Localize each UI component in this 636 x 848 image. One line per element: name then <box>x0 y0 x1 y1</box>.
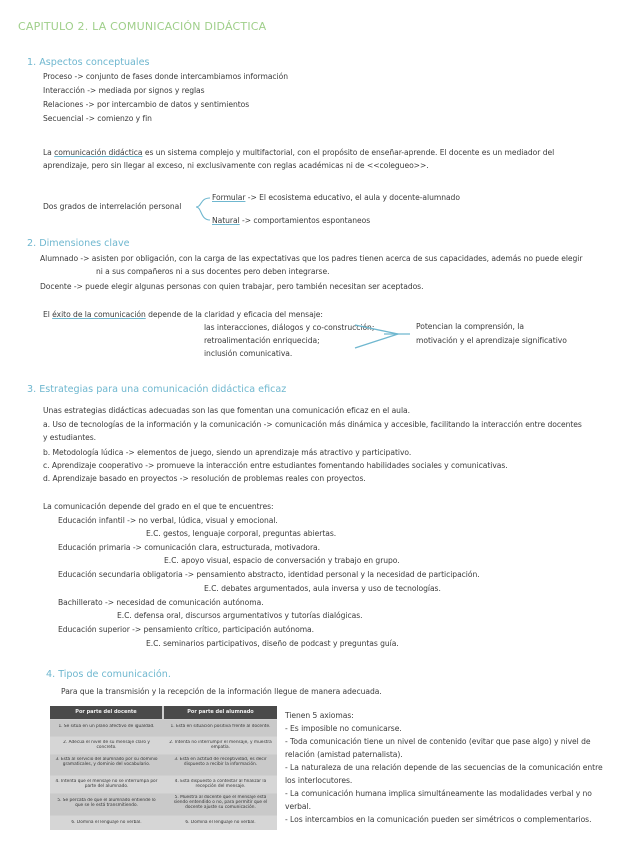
text-fragment: depende de la claridad y eficacia del mensaje: <box>145 310 323 319</box>
axioma-line: - La naturaleza de una relación depende de las secuencias de la comunicación entre <box>285 763 603 772</box>
s3-item-b: b. Metodología lúdica -> elementos de juego, siendo un aprendizaje más atractivo y participativo. <box>43 448 412 457</box>
table-cell: 6. Domina el lenguaje no verbal. <box>71 820 142 825</box>
section-3-heading: 3. Estrategias para una comunicación didáctica eficaz <box>27 384 287 395</box>
grado-infantil: Educación infantil -> no verbal, lúdica, visual y emocional. <box>58 516 278 525</box>
table-cell: 5. Se percata de que el alumnado entiende lo que se le está transmitiendo. <box>57 798 156 808</box>
table-cell: 6. Domina el lenguaje no verbal. <box>185 820 256 825</box>
axioma-line: los interlocutores. <box>285 776 353 785</box>
grado-primaria-ec: E.C. apoyo visual, espacio de conversación y trabajo en grupo. <box>164 556 400 565</box>
grado-bachillerato-ec: E.C. defensa oral, discursos argumentativos y tutorías dialógicas. <box>117 611 363 620</box>
section-4-heading: 4. Tipos de comunicación. <box>46 669 171 680</box>
table-cell: 4. Intenta que el mensaje no se interrumpa por parte del alumnado. <box>55 779 158 789</box>
s1-line: Secuencial -> comienzo y fin <box>43 114 152 123</box>
s3-item-c: c. Aprendizaje cooperativo -> promueve la interacción entre estudiantes fomentando habilidades sociales y comunicativas. <box>43 461 508 470</box>
axioma-line: verbal. <box>285 802 311 811</box>
grado-primaria: Educación primaria -> comunicación clara, estructurada, motivadora. <box>58 543 320 552</box>
grados-label: Dos grados de interrelación personal <box>43 202 182 211</box>
axioma-line: - La comunicación humana implica simultáneamente las modalidades verbal y no <box>285 789 592 798</box>
page-title: CAPITULO 2. LA COMUNICACIÓN DIDÁCTICA <box>18 20 267 33</box>
arrow-right <box>355 325 398 348</box>
table-cell: 4. Está dispuesto a contestar al finalizar la recepción del mensaje. <box>174 779 267 789</box>
s3-item-a-cont: y estudiantes. <box>43 433 97 442</box>
brace-curly <box>196 198 210 220</box>
axioma-line: - Los intercambios en la comunicación pueden ser simétricos o complementarios. <box>285 815 592 824</box>
exito-item: inclusión comunicativa. <box>204 349 293 358</box>
s1-line: Interacción -> mediada por signos y reglas <box>43 86 205 95</box>
s3-item-a: a. Uso de tecnologías de la información y la comunicación -> comunicación más dinámica y accesible, facilitando la interacción entre docentes <box>43 420 582 429</box>
underlined-term: comunicación didáctica <box>54 148 143 157</box>
s3-item-d: d. Aprendizaje basado en proyectos -> resolución de problemas reales con proyectos. <box>43 474 366 483</box>
exito-result-line1: Potencian la comprensión, la <box>416 322 524 331</box>
axioma-line: relación (amistad paternalista). <box>285 750 403 759</box>
underlined-term: éxito de la comunicación <box>52 310 146 319</box>
table-cell: 3. Está en actitud de receptividad, es decir dispuesto a recibir la información. <box>174 757 267 767</box>
s1-line: Relaciones -> por intercambio de datos y sentimientos <box>43 100 250 109</box>
s1-line: Proceso -> conjunto de fases donde intercambiamos información <box>43 72 288 81</box>
grado-superior-ec: E.C. seminarios participativos, diseño de podcast y preguntas guía. <box>146 639 399 648</box>
docente-line: Docente -> puede elegir algunas personas con quien trabajar, pero también necesitan ser aceptados. <box>40 282 424 291</box>
exito-result-line2: motivación y el aprendizaje significativo <box>416 336 567 345</box>
table-cell: 2. Intenta no interrumpir el mensaje, y muestra empatía. <box>169 740 272 750</box>
s4-intro: Para que la transmisión y la recepción de la información llegue de manera adecuada. <box>61 687 382 696</box>
grado-superior: Educación superior -> pensamiento crítico, participación autónoma. <box>58 625 315 634</box>
s1-paragraph-line2: aprendizaje, pero sin llegar al exceso, ni exclusivamente con reglas académicas ni de <<colegueo>>. <box>43 161 429 170</box>
table-cell: 1. Está en situación positiva frente al docente. <box>170 724 271 729</box>
table-cell: 2. Adecúa el nivel de su mensaje claro y concreto. <box>63 740 150 750</box>
axioma-line: - Es imposible no comunicarse. <box>285 724 402 733</box>
axioma-line: - Toda comunicación tiene un nivel de contenido (evitar que pase algo) y nivel de <box>285 737 591 746</box>
table-cell: 5. Muestra al docente que el mensaje está siendo entendido o no, para permitir que el docente ajuste su comunicación. <box>173 795 268 810</box>
axiomas-title: Tienen 5 axiomas: <box>285 711 354 720</box>
text-fragment: es un sistema complejo y multifactorial, con el propósito de enseñar-aprende. El docente es un mediador del <box>142 148 555 157</box>
grado-intro: La comunicación depende del grado en el que te encuentres: <box>43 502 274 511</box>
alumnado-line1: Alumnado -> asisten por obligación, con la carga de las expectativas que los padres tienen acerca de sus capacidades, además no puede elegir <box>40 254 583 263</box>
grado-secundaria: Educación secundaria obligatoria -> pensamiento abstracto, identidad personal y la necesidad de participación. <box>58 570 480 579</box>
alumnado-line2: ni a sus compañeros ni a sus docentes pero deben integrarse. <box>96 267 330 276</box>
text-fragment: -> comportamientos espontaneos <box>239 216 371 225</box>
section-2-heading: 2. Dimensiones clave <box>27 238 130 249</box>
text-fragment: La <box>43 148 55 157</box>
exito-item: las interacciones, diálogos y co-construcción; <box>204 323 375 332</box>
grado-infantil-ec: E.C. gestos, lenguaje corporal, preguntas abiertas. <box>146 529 337 538</box>
grado-secundaria-ec: E.C. debates argumentados, aula inversa y uso de tecnologías. <box>204 584 441 593</box>
grado-bachillerato: Bachillerato -> necesidad de comunicación autónoma. <box>58 598 264 607</box>
table-header-alumnado: Por parte del alumnado <box>164 706 277 719</box>
table-header-docente: Por parte del docente <box>50 706 162 719</box>
table-cell: 1. Se sitúa en un plano afectivo de igualdad. <box>58 724 155 729</box>
exito-item: retroalimentación enriquecida; <box>204 336 320 345</box>
s3-intro: Unas estrategias didácticas adecuadas son las que fomentan una comunicación eficaz en el aula. <box>43 406 410 415</box>
underlined-term: Natural <box>212 216 240 225</box>
table-cell: 3. Está al servicio del alumnado por su dominio gramaticales, y dominio del vocabulario. <box>55 757 158 767</box>
underlined-term: Formular <box>212 193 246 202</box>
section-1-heading: 1. Aspectos conceptuales <box>27 57 150 68</box>
text-fragment: El <box>43 310 53 319</box>
text-fragment: -> El ecosistema educativo, el aula y docente-alumnado <box>245 193 460 202</box>
